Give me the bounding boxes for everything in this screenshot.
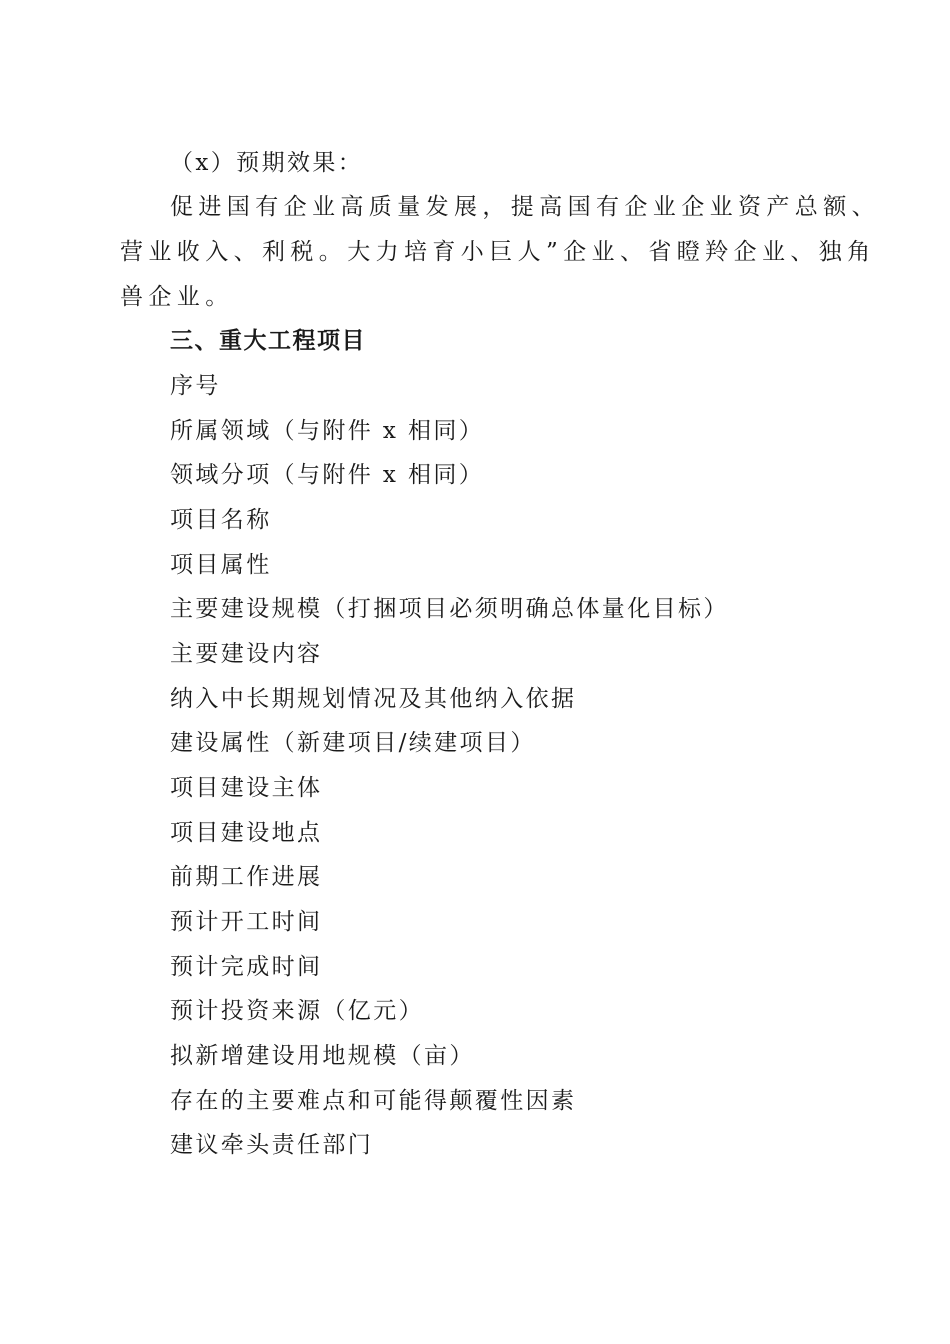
list-item: 所属领域（与附件 x 相同） xyxy=(170,418,485,444)
list-item: 领域分项（与附件 x 相同） xyxy=(170,462,485,488)
paragraph-line: 营业收入、利税。大力培育小巨人”企业、省瞪羚企业、独角 xyxy=(120,239,876,265)
list-item: 项目建设地点 xyxy=(170,820,323,846)
list-item: 拟新增建设用地规模（亩） xyxy=(170,1043,475,1069)
list-item: 预计投资来源（亿元） xyxy=(170,998,424,1024)
list-item: 预计开工时间 xyxy=(170,909,323,935)
list-item: 存在的主要难点和可能得颠覆性因素 xyxy=(170,1088,577,1114)
list-item: 序号 xyxy=(170,373,221,399)
list-item: 建设属性（新建项目/续建项目） xyxy=(170,730,536,756)
list-item: 项目建设主体 xyxy=(170,775,323,801)
paragraph-line: 兽企业。 xyxy=(120,284,234,310)
list-item: 主要建设规模（打捆项目必须明确总体量化目标） xyxy=(170,596,729,622)
list-item: 预计完成时间 xyxy=(170,954,323,980)
list-item: 纳入中长期规划情况及其他纳入依据 xyxy=(170,686,577,712)
list-item: 项目属性 xyxy=(170,552,272,578)
list-item: 主要建设内容 xyxy=(170,641,323,667)
list-item: 项目名称 xyxy=(170,507,272,533)
section-heading-expected-effect: （x）预期效果： xyxy=(170,150,364,176)
section-heading-major-projects: 三、重大工程项目 xyxy=(170,328,366,354)
list-item: 建议牵头责任部门 xyxy=(170,1132,374,1158)
list-item: 前期工作进展 xyxy=(170,864,323,890)
paragraph-line: 促进国有企业高质量发展，提高国有企业企业资产总额、 xyxy=(170,194,880,220)
